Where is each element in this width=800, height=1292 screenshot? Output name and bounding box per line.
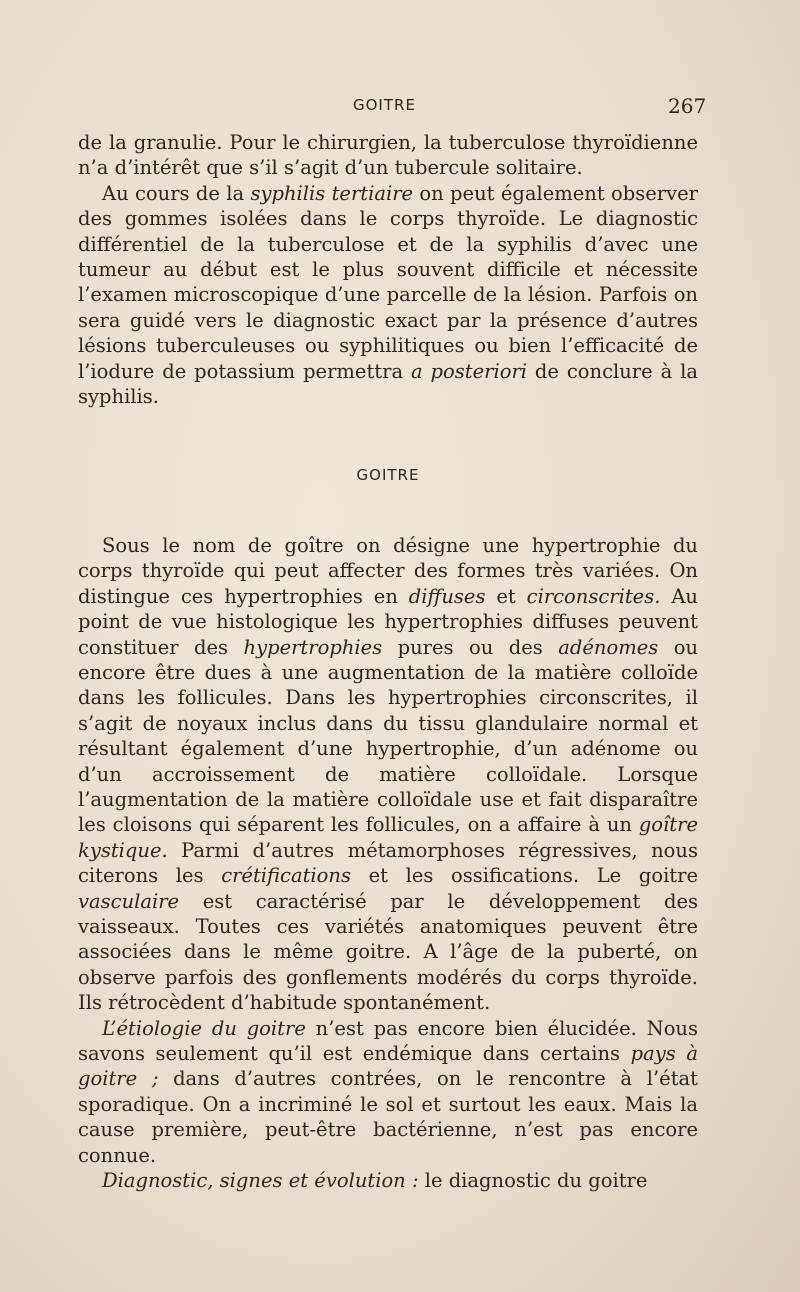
text-run: dans d’autres contrées, on le rencontre à l’état sporadique. On a incriminé le sol et surtout les eaux. Mais la cause première, peut-être bactérienne, n’est pas encore connue.	[78, 1067, 698, 1167]
text-run: Parmi d’autres métamorphoses régressives, nous citerons les	[78, 838, 698, 888]
page-number: 267	[668, 94, 707, 118]
paragraph-syphilis	[78, 181, 698, 410]
text-run: de la granulie. Pour le chirurgien, la tuberculose thyroïdienne n’a d’intérêt que s’il s’agit d’un tubercule solitaire.	[78, 131, 698, 180]
text-run: et	[485, 584, 527, 608]
italic-run: circonscrites.	[526, 584, 661, 608]
italic-run: syphilis tertiaire	[250, 181, 414, 205]
italic-run: adénomes	[558, 635, 659, 659]
paragraph-definition	[78, 533, 698, 1016]
text-run: Au cours de la	[102, 181, 251, 205]
section-heading: GOITRE	[356, 466, 420, 485]
text-run: de conclure à la syphilis.	[78, 359, 698, 409]
text-run: le diagnostic du goitre	[418, 1169, 648, 1193]
paragraph-etiology	[78, 1016, 698, 1168]
italic-run: diffuses	[408, 584, 486, 608]
text-run: Au point de vue histologique les hypertrophies diffuses peuvent constituer des	[78, 584, 698, 659]
text-run: ou encore être dues à une augmentation de la matière colloïde dans les follicules. Dans les hypertrophies circonscrites, il s’agit de noyaux inclus dans du tissu glandulaire normal et résultant également d’une hypertrophie, d’un adénome ou d’un accroissement de matière colloïdale. Lorsque l’augmentation de la matière colloïdale use et fait disparaître les cloisons qui séparent les follicules, on a affaire à un	[78, 635, 699, 837]
text-run: et les ossifications. Le goitre	[350, 864, 699, 888]
paragraph-continuation	[78, 130, 698, 181]
italic-run: L’étiologie du goitre	[102, 1016, 306, 1040]
italic-run: vasculaire	[78, 889, 180, 913]
running-title: GOITRE	[353, 96, 416, 114]
text-run: Sous le nom de goître on désigne une hypertrophie du corps thyroïde qui peut affecter des formes très variées. On distingue ces hypertrophies en	[78, 533, 698, 608]
italic-run: crétifications	[221, 864, 351, 888]
text-run: on peut également observer des gommes isolées dans le corps thyroïde. Le diagnostic différentiel de la tuberculose et de la syphilis d’avec une tumeur au début est le plus souvent difficile et nécessite l’examen microscopique d’une parcelle de la lésion. Parfois on sera guidé vers le diagnostic exact par la présence d’autres lésions tuberculeuses ou syphilitiques ou bien l’efficacité de l’iodure de potassium permettra	[78, 181, 698, 383]
italic-run: Diagnostic, signes et évolution :	[102, 1169, 419, 1193]
italic-run: goître kystique.	[78, 813, 698, 862]
text-body	[78, 130, 698, 1193]
paragraph-diagnostic	[78, 1168, 698, 1193]
text-run: pures ou des	[382, 635, 559, 659]
text-run: est caractérisé par le développement des vaisseaux. Toutes ces variétés anatomiques peuvent être associées dans le même goitre. A l’âge de la puberté, on observe parfois des gonflements modérés du corps thyroïde. Ils rétrocèdent d’habitude spontanément.	[78, 889, 698, 1015]
italic-run: a posteriori	[411, 359, 528, 383]
text-run: n’est pas encore bien élucidée. Nous savons seulement qu’il est endémique dans certains	[78, 1016, 698, 1065]
italic-run: hypertrophies	[243, 635, 383, 659]
running-head	[0, 90, 800, 120]
italic-run: pays à goitre ;	[78, 1042, 698, 1091]
